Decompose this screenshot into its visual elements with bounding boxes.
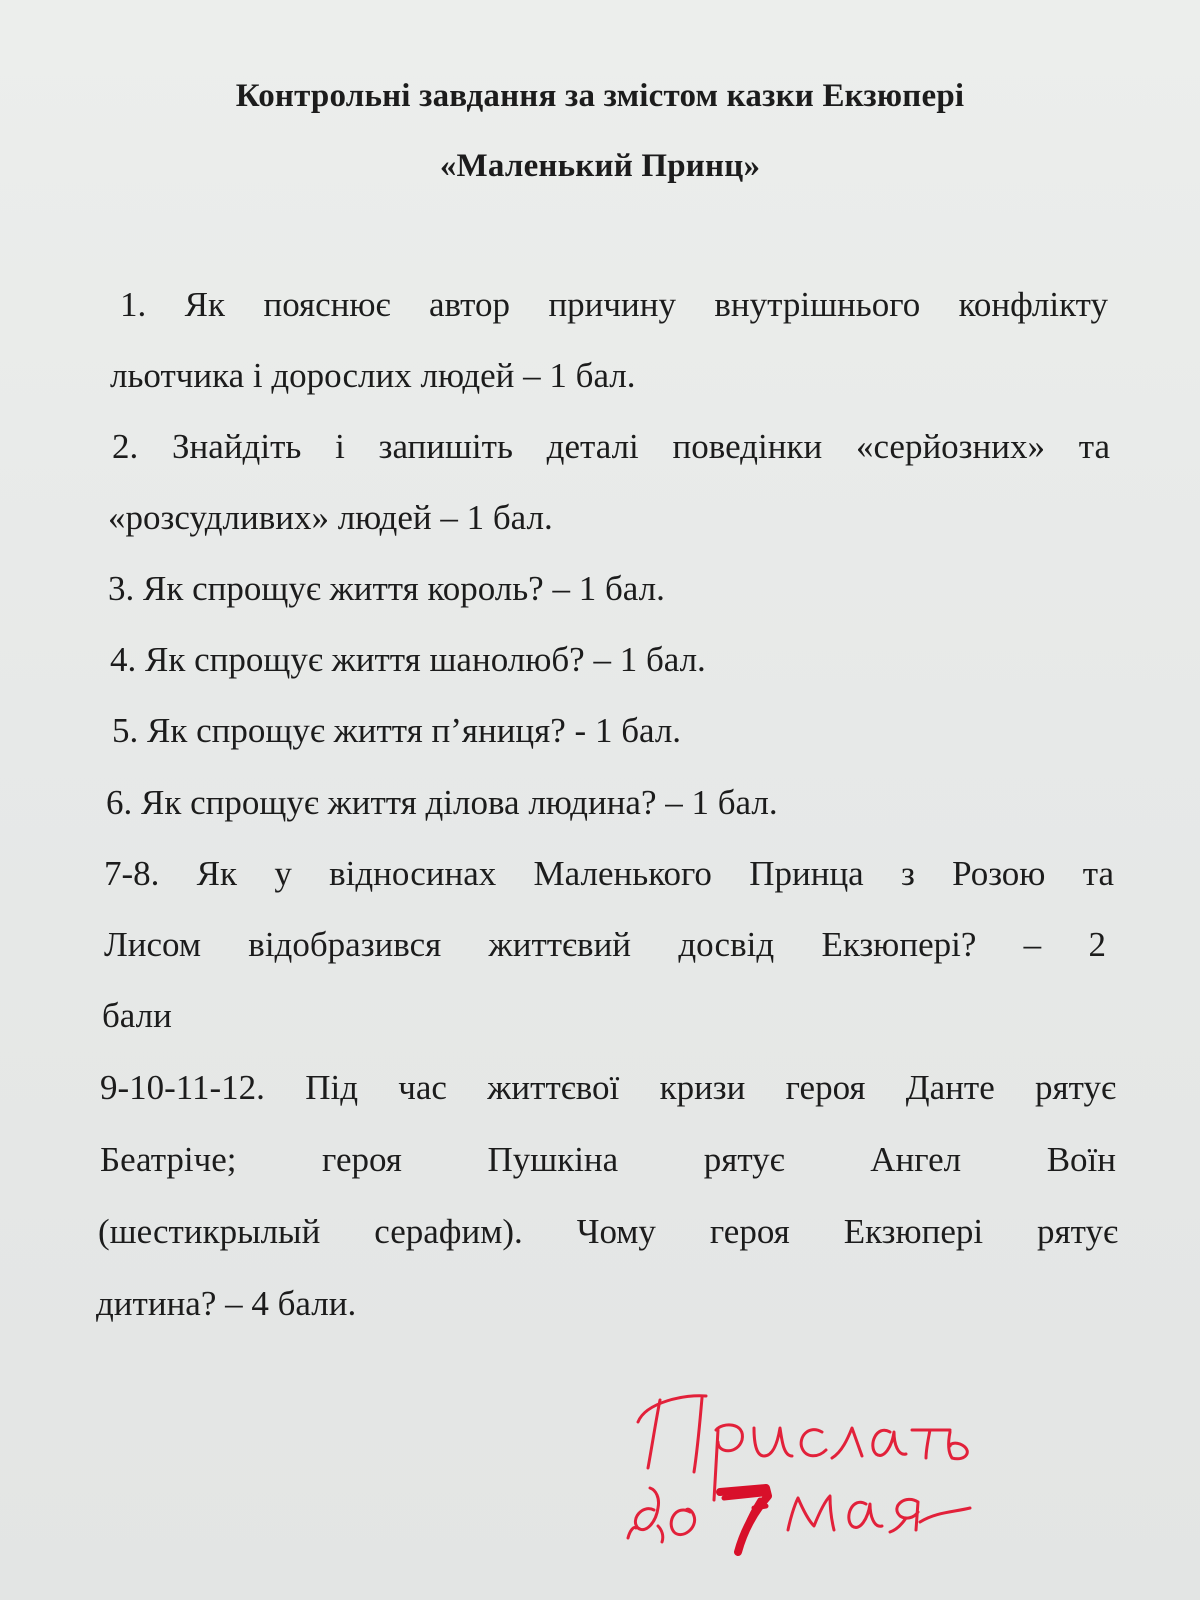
question-7-8-line-1: 7-8. Як у відносинах Маленького Принца з Розою та (104, 854, 1114, 893)
question-1-line-2: льотчика і дорослих людей – 1 бал. (110, 356, 636, 395)
question-7-8-line-3: бали (102, 996, 172, 1035)
handwritten-deadline-note (620, 1380, 990, 1570)
question-7-8-line-2: Лисом відобразився життєвий досвід Екзюпері? – 2 (104, 925, 1106, 964)
question-6: 6. Як спрощує життя ділова людина? – 1 бал. (106, 783, 778, 822)
handwritten-note-drawing (620, 1380, 990, 1570)
question-9-12-line-2: Беатріче; героя Пушкіна рятує Ангел Воїн (100, 1140, 1116, 1179)
question-2-line-1: 2. Знайдіть і запишіть деталі поведінки «серйозних» та (112, 427, 1110, 466)
document-title-line-1: Контрольні завдання за змістом казки Екзюпері (235, 78, 965, 114)
question-3: 3. Як спрощує життя король? – 1 бал. (108, 569, 665, 608)
question-5: 5. Як спрощує життя п’яниця? - 1 бал. (112, 711, 682, 750)
document-title-line-2: «Маленький Принц» (439, 148, 761, 184)
question-9-12-line-1: 9-10-11-12. Під час життєвої кризи героя Данте рятує (100, 1068, 1116, 1107)
question-9-12-line-3: (шестикрылый серафим). Чому героя Екзюпері рятує (98, 1212, 1118, 1251)
question-4: 4. Як спрощує життя шанолюб? – 1 бал. (110, 640, 706, 679)
question-2-line-2: «розсудливих» людей – 1 бал. (108, 498, 553, 537)
question-1-line-1: 1. Як пояснює автор причину внутрішнього конфлікту (120, 285, 1108, 324)
question-9-12-line-4: дитина? – 4 бали. (96, 1284, 357, 1323)
